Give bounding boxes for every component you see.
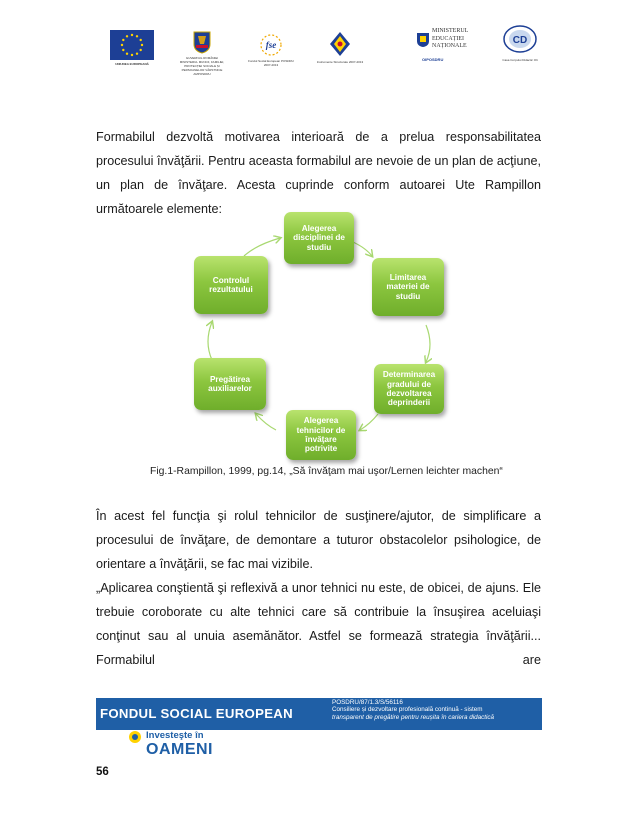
paragraph-2: În acest fel funcţia şi rolul tehnicilor de susţinere/ajutor, de simplificare a procesului de învăţare, de demontare a tuturor obstacolelor psihologice, de orientare a învăţării, se fac mai vizibile. <box>96 509 541 571</box>
footer-project-code: POSDRU/87/1.3/S/56116 <box>332 699 403 706</box>
arrow-2-3 <box>426 325 430 362</box>
node-determinarea-gradului <box>374 364 444 414</box>
node-5-label: Pregătirea auxiliarelor <box>208 374 252 393</box>
fse-label: Fondul Social European POSDRU 2007-2013 <box>248 59 294 67</box>
ministry-logo <box>416 28 492 68</box>
ministry-label: MINISTERUL EDUCAȚIEI NAȚIONALE <box>432 28 469 49</box>
footer-project-line2: Consiliere și dezvoltare profesională continuă - sistem <box>332 706 483 714</box>
svg-text:CD: CD <box>512 35 528 46</box>
footer-title: FONDUL SOCIAL EUROPEAN <box>100 706 293 721</box>
node-alegerea-tehnicilor <box>286 410 356 460</box>
node-limitarea-materiei <box>372 258 444 316</box>
footer-project-line3: transparent de pregătire pentru reușita în cariera didactică <box>332 713 495 721</box>
node-1-label: Alegerea disciplinei de studiu <box>293 223 345 252</box>
is-label: Instrumente Structurale 2007-2013 <box>316 60 364 64</box>
node-alegerea-disciplinei <box>284 212 354 264</box>
slogan-small: Investeşte în <box>146 730 204 741</box>
arrow-3-4 <box>360 414 378 430</box>
node-4-label: Alegerea tehnicilor de învăţare potrivite <box>296 416 346 454</box>
slogan-big: OAMENI <box>146 741 213 758</box>
paragraph-3: „Aplicarea conştientă şi reflexivă a unor tehnici nu este, de obicei, de ajuns. Ele trebuie coroborate cu alte tehnici care să contribuie la însuşirea aceluiaşi conţinut sau al unuia asemănător. Astfel se formează strategia învăţării... Formabilul are <box>96 581 541 667</box>
eu-logo <box>108 30 156 70</box>
ministry-sub: OIPOSDRU <box>422 57 444 62</box>
node-2-label: Limitarea materiei de studiu <box>386 272 430 301</box>
investeste-logo <box>128 728 248 764</box>
node-6-label: Controlul rezultatului <box>209 275 253 294</box>
intro-paragraph: Formabilul dezvoltă motivarea interioară de a prelua responsabilitatea procesului învăţării. Pentru aceasta formabilul are nevoie de un plan de acţiune, un plan de învăţare. Acesta cuprinde conform autoarei Ute Rampillon următoarele elemente: <box>96 130 541 216</box>
romania-coat-of-arms <box>178 30 226 88</box>
fse-logo <box>246 34 296 74</box>
ccd-logo <box>498 24 542 70</box>
footer-project-info <box>332 699 542 721</box>
ccd-label: Casa Corpului Didactic Olt <box>502 58 538 62</box>
node-pregatirea-auxiliarelor <box>194 358 266 410</box>
structural-instruments-logo <box>316 30 364 74</box>
gov-label: GUVERNUL ROMÂNIEI MINISTERUL MUNCII, FAMILIEI, PROTECȚIEI SOCIALE ȘI PERSOANELOR VÂRSTNICE AMPOSDRU <box>179 56 225 76</box>
page-number: 56 <box>96 766 109 778</box>
node-controlul-rezultatului <box>194 256 268 314</box>
node-3-label: Determinarea gradului de dezvoltarea deprinderii <box>382 370 436 408</box>
arrow-6-1 <box>244 238 280 256</box>
arrow-5-6 <box>208 322 212 360</box>
figure-caption: Fig.1-Rampillon, 1999, pg.14, „Să învăţam mai uşor/Lernen leichter machen“ <box>150 466 503 477</box>
svg-text:fse: fse <box>265 40 277 50</box>
eu-label: UNIUNEA EUROPEANĂ <box>115 62 149 66</box>
arrow-4-5 <box>256 414 276 430</box>
